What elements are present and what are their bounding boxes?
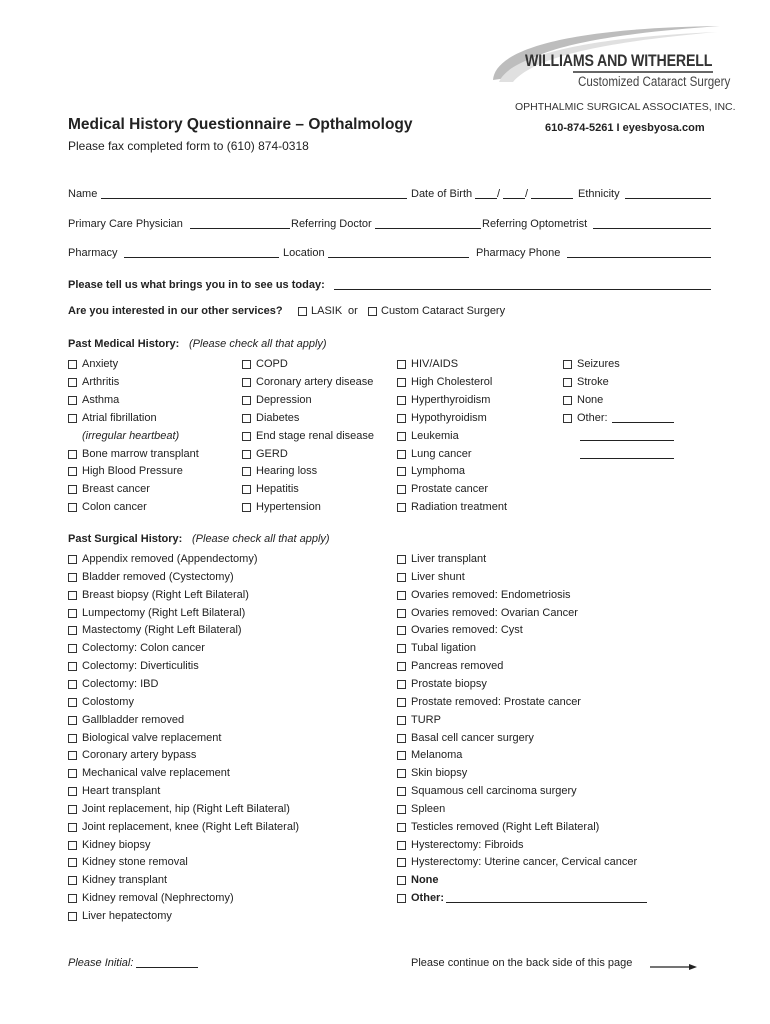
ethnicity-label: Ethnicity bbox=[578, 188, 620, 200]
surgical-mechanical-valve-replacement-label: Mechanical valve replacement bbox=[82, 767, 230, 780]
medical-other-extra-field-2[interactable] bbox=[580, 458, 674, 459]
surgical-kidney-removal-nephrectomy-label: Kidney removal (Nephrectomy) bbox=[82, 892, 234, 905]
surgical-breast-biopsy-right-left-bilateral-label: Breast biopsy (Right Left Bilateral) bbox=[82, 588, 249, 601]
reason-field[interactable] bbox=[334, 289, 711, 290]
referring-doctor-label: Referring Doctor bbox=[291, 218, 372, 230]
surgical-ovaries-removed-ovarian-cancer-label: Ovaries removed: Ovarian Cancer bbox=[411, 606, 578, 619]
reason-prompt: Please tell us what brings you in to see us today: bbox=[68, 279, 325, 291]
or-label: or bbox=[348, 305, 358, 317]
dob-year-field[interactable] bbox=[531, 198, 573, 199]
surgical-biological-valve-replacement-label: Biological valve replacement bbox=[82, 731, 222, 744]
medical-colon-cancer-label: Colon cancer bbox=[82, 501, 147, 514]
surgical-spleen-label: Spleen bbox=[411, 802, 446, 815]
surgical-coronary-artery-bypass-checkbox[interactable] bbox=[68, 751, 77, 760]
surgical-mastectomy-right-left-bilateral-label: Mastectomy (Right Left Bilateral) bbox=[82, 624, 242, 637]
surgical-lumpectomy-right-left-bilateral-label: Lumpectomy (Right Left Bilateral) bbox=[82, 606, 246, 619]
surgical-kidney-transplant-checkbox[interactable] bbox=[68, 876, 77, 885]
name-label: Name bbox=[68, 188, 98, 200]
surgical-liver-transplant-checkbox[interactable] bbox=[397, 555, 406, 564]
surgical-basal-cell-cancer-surgery-label: Basal cell cancer surgery bbox=[411, 731, 534, 744]
medical-radiation-treatment-checkbox[interactable] bbox=[397, 503, 406, 512]
medical-atrial-fibrillation-label: Atrial fibrillation bbox=[82, 411, 157, 424]
surgical-joint-replacement-knee-right-left-bilateral-checkbox[interactable] bbox=[68, 823, 77, 832]
surgical-testicles-removed-right-left-bilateral-label: Testicles removed (Right Left Bilateral) bbox=[411, 820, 600, 833]
surgical-joint-replacement-hip-right-left-bilateral-checkbox[interactable] bbox=[68, 805, 77, 814]
location-field[interactable] bbox=[328, 257, 469, 258]
surgical-spleen-checkbox[interactable] bbox=[397, 805, 406, 814]
surgical-colectomy-diverticulitis-label: Colectomy: Diverticulitis bbox=[82, 660, 199, 673]
surgical-kidney-stone-removal-label: Kidney stone removal bbox=[82, 856, 188, 869]
medical-stroke-checkbox[interactable] bbox=[563, 378, 572, 387]
surgical-appendix-removed-appendectomy-checkbox[interactable] bbox=[68, 555, 77, 564]
medical-gerd-checkbox[interactable] bbox=[242, 450, 251, 459]
surgical-pancreas-removed-label: Pancreas removed bbox=[411, 660, 504, 673]
medical-hypothyroidism-checkbox[interactable] bbox=[397, 414, 406, 423]
medical-depression-checkbox[interactable] bbox=[242, 396, 251, 405]
surgical-ovaries-removed-ovarian-cancer-checkbox[interactable] bbox=[397, 609, 406, 618]
lasik-checkbox[interactable] bbox=[298, 307, 307, 316]
surgical-other-checkbox[interactable] bbox=[397, 894, 406, 903]
surgical-colectomy-colon-cancer-label: Colectomy: Colon cancer bbox=[82, 642, 205, 655]
medical-diabetes-checkbox[interactable] bbox=[242, 414, 251, 423]
surgical-bladder-removed-cystectomy-label: Bladder removed (Cystectomy) bbox=[82, 570, 234, 583]
medical-bone-marrow-transplant-label: Bone marrow transplant bbox=[82, 447, 199, 460]
medical-hyperthyroidism-label: Hyperthyroidism bbox=[411, 393, 491, 406]
logo-tagline: Customized Cataract Surgery bbox=[578, 74, 731, 89]
pcp-field[interactable] bbox=[190, 228, 290, 229]
medical-asthma-checkbox[interactable] bbox=[68, 396, 77, 405]
surgical-liver-hepatectomy-checkbox[interactable] bbox=[68, 912, 77, 921]
contact-info: 610-874-5261 I eyesbyosa.com bbox=[545, 122, 705, 134]
name-field[interactable] bbox=[101, 198, 407, 199]
surgical-colectomy-ibd-checkbox[interactable] bbox=[68, 680, 77, 689]
surgical-tubal-ligation-checkbox[interactable] bbox=[397, 644, 406, 653]
medical-hypertension-checkbox[interactable] bbox=[242, 503, 251, 512]
medical-arthritis-checkbox[interactable] bbox=[68, 378, 77, 387]
surgical-ovaries-removed-cyst-label: Ovaries removed: Cyst bbox=[411, 624, 523, 637]
logo-name: WILLIAMS AND WITHERELL bbox=[525, 52, 713, 70]
medical-diabetes-label: Diabetes bbox=[256, 411, 300, 424]
medical-other-extra-field-1[interactable] bbox=[580, 440, 674, 441]
associates-name: OPHTHALMIC SURGICAL ASSOCIATES, INC. bbox=[515, 101, 736, 113]
surgical-colectomy-ibd-label: Colectomy: IBD bbox=[82, 677, 159, 690]
surgical-tubal-ligation-label: Tubal ligation bbox=[411, 642, 477, 655]
surgical-pancreas-removed-checkbox[interactable] bbox=[397, 662, 406, 671]
medical-copd-label: COPD bbox=[256, 358, 288, 370]
lasik-label: LASIK bbox=[311, 305, 343, 317]
referring-optometrist-field[interactable] bbox=[593, 228, 711, 229]
surgical-colectomy-colon-cancer-checkbox[interactable] bbox=[68, 644, 77, 653]
surgical-kidney-removal-nephrectomy-checkbox[interactable] bbox=[68, 894, 77, 903]
surgical-ovaries-removed-endometriosis-checkbox[interactable] bbox=[397, 591, 406, 600]
medical-hyperthyroidism-checkbox[interactable] bbox=[397, 396, 406, 405]
surgical-turp-checkbox[interactable] bbox=[397, 716, 406, 725]
surgical-skin-biopsy-label: Skin biopsy bbox=[411, 767, 468, 780]
medical-high-blood-pressure-checkbox[interactable] bbox=[68, 467, 77, 476]
medical-copd-checkbox[interactable] bbox=[242, 360, 251, 369]
dob-separator-1: / bbox=[497, 188, 501, 200]
medical-coronary-artery-disease-label: Coronary artery disease bbox=[256, 375, 374, 388]
surgical-turp-label: TURP bbox=[411, 713, 441, 726]
medical-prostate-cancer-checkbox[interactable] bbox=[397, 485, 406, 494]
surgical-squamous-cell-carcinoma-surgery-label: Squamous cell carcinoma surgery bbox=[411, 785, 577, 798]
surgical-liver-shunt-checkbox[interactable] bbox=[397, 573, 406, 582]
medical-seizures-label: Seizures bbox=[577, 358, 620, 370]
page-title: Medical History Questionnaire – Opthalmology bbox=[68, 116, 413, 133]
medical-end-stage-renal-disease-checkbox[interactable] bbox=[242, 432, 251, 441]
medical-arthritis-label: Arthritis bbox=[82, 375, 120, 388]
surgical-testicles-removed-right-left-bilateral-checkbox[interactable] bbox=[397, 823, 406, 832]
surgical-joint-replacement-hip-right-left-bilateral-label: Joint replacement, hip (Right Left Bilateral) bbox=[82, 802, 290, 815]
initial-field[interactable] bbox=[136, 967, 198, 968]
dob-day-field[interactable] bbox=[503, 198, 525, 199]
surgical-none-checkbox[interactable] bbox=[397, 876, 406, 885]
location-label: Location bbox=[283, 247, 325, 259]
surgical-gallbladder-removed-label: Gallbladder removed bbox=[82, 713, 185, 726]
surgical-squamous-cell-carcinoma-surgery-checkbox[interactable] bbox=[397, 787, 406, 796]
surgical-prostate-biopsy-label: Prostate biopsy bbox=[411, 677, 487, 690]
medical-colon-cancer-checkbox[interactable] bbox=[68, 503, 77, 512]
surgical-colectomy-diverticulitis-checkbox[interactable] bbox=[68, 662, 77, 671]
medical-gerd-label: GERD bbox=[256, 447, 288, 460]
medical-end-stage-renal-disease-label: End stage renal disease bbox=[256, 429, 375, 442]
surgical-history-instruction: (Please check all that apply) bbox=[192, 533, 330, 545]
surgical-heart-transplant-label: Heart transplant bbox=[82, 785, 161, 798]
medical-bone-marrow-transplant-checkbox[interactable] bbox=[68, 450, 77, 459]
pcp-label: Primary Care Physician bbox=[68, 218, 183, 230]
medical-hypertension-label: Hypertension bbox=[256, 501, 321, 514]
medical-hepatitis-checkbox[interactable] bbox=[242, 485, 251, 494]
medical-none-label: None bbox=[577, 393, 604, 406]
surgical-liver-transplant-label: Liver transplant bbox=[411, 553, 487, 565]
pharmacy-phone-label: Pharmacy Phone bbox=[476, 247, 561, 259]
services-question: Are you interested in our other services? bbox=[68, 305, 283, 317]
referring-doctor-field[interactable] bbox=[375, 228, 481, 229]
medical-history-heading: Past Medical History: bbox=[68, 338, 180, 350]
surgical-prostate-removed-prostate-cancer-checkbox[interactable] bbox=[397, 698, 406, 707]
surgical-kidney-stone-removal-checkbox[interactable] bbox=[68, 858, 77, 867]
surgical-hysterectomy-fibroids-checkbox[interactable] bbox=[397, 841, 406, 850]
surgical-ovaries-removed-cyst-checkbox[interactable] bbox=[397, 626, 406, 635]
medical-lymphoma-label: Lymphoma bbox=[411, 465, 466, 478]
medical-radiation-treatment-label: Radiation treatment bbox=[411, 501, 507, 514]
medical-none-checkbox[interactable] bbox=[563, 396, 572, 405]
surgical-colostomy-label: Colostomy bbox=[82, 695, 134, 708]
surgical-prostate-removed-prostate-cancer-label: Prostate removed: Prostate cancer bbox=[411, 695, 581, 708]
surgical-prostate-biopsy-checkbox[interactable] bbox=[397, 680, 406, 689]
ethnicity-field[interactable] bbox=[625, 198, 711, 199]
pharmacy-phone-field[interactable] bbox=[567, 257, 711, 258]
surgical-coronary-artery-bypass-label: Coronary artery bypass bbox=[82, 749, 197, 762]
medical-hearing-loss-checkbox[interactable] bbox=[242, 467, 251, 476]
surgical-ovaries-removed-endometriosis-label: Ovaries removed: Endometriosis bbox=[411, 588, 571, 601]
medical-high-cholesterol-label: High Cholesterol bbox=[411, 375, 493, 388]
medical-breast-cancer-label: Breast cancer bbox=[82, 483, 150, 496]
pharmacy-label: Pharmacy bbox=[68, 247, 118, 259]
medical-hepatitis-label: Hepatitis bbox=[256, 483, 299, 496]
medical-anxiety-checkbox[interactable] bbox=[68, 360, 77, 369]
surgical-gallbladder-removed-checkbox[interactable] bbox=[68, 716, 77, 725]
medical-other-checkbox[interactable] bbox=[563, 414, 572, 423]
surgical-appendix-removed-appendectomy-label: Appendix removed (Appendectomy) bbox=[82, 553, 258, 565]
surgical-history-heading: Past Surgical History: bbox=[68, 533, 183, 545]
medical-hiv-aids-checkbox[interactable] bbox=[397, 360, 406, 369]
medical-history-instruction: (Please check all that apply) bbox=[189, 338, 327, 350]
practice-logo bbox=[485, 20, 731, 100]
surgical-other-field[interactable] bbox=[446, 902, 647, 903]
medical-lung-cancer-label: Lung cancer bbox=[411, 447, 472, 460]
referring-optometrist-label: Referring Optometrist bbox=[482, 218, 588, 230]
cataract-label: Custom Cataract Surgery bbox=[381, 305, 506, 317]
surgical-none-label: None bbox=[411, 874, 439, 887]
surgical-breast-biopsy-right-left-bilateral-checkbox[interactable] bbox=[68, 591, 77, 600]
medical-anxiety-label: Anxiety bbox=[82, 358, 119, 370]
surgical-skin-biopsy-checkbox[interactable] bbox=[397, 769, 406, 778]
surgical-kidney-biopsy-checkbox[interactable] bbox=[68, 841, 77, 850]
surgical-other-label: Other: bbox=[411, 892, 444, 905]
afib-note: (irregular heartbeat) bbox=[82, 429, 180, 442]
medical-lymphoma-checkbox[interactable] bbox=[397, 467, 406, 476]
arrow-right-icon bbox=[650, 963, 697, 971]
medical-high-blood-pressure-label: High Blood Pressure bbox=[82, 465, 183, 478]
surgical-bladder-removed-cystectomy-checkbox[interactable] bbox=[68, 573, 77, 582]
medical-hiv-aids-label: HIV/AIDS bbox=[411, 358, 459, 370]
dob-label: Date of Birth bbox=[411, 188, 473, 200]
dob-separator-2: / bbox=[525, 188, 529, 200]
medical-hypothyroidism-label: Hypothyroidism bbox=[411, 411, 487, 424]
surgical-colostomy-checkbox[interactable] bbox=[68, 698, 77, 707]
surgical-joint-replacement-knee-right-left-bilateral-label: Joint replacement, knee (Right Left Bilateral) bbox=[82, 820, 300, 833]
surgical-hysterectomy-uterine-cancer-cervical-cancer-label: Hysterectomy: Uterine cancer, Cervical cancer bbox=[411, 856, 638, 869]
fax-instructions: Please fax completed form to (610) 874-0318 bbox=[68, 139, 309, 153]
medical-depression-label: Depression bbox=[256, 393, 312, 406]
continue-note: Please continue on the back side of this page bbox=[411, 957, 633, 969]
medical-leukemia-label: Leukemia bbox=[411, 429, 459, 442]
medical-prostate-cancer-label: Prostate cancer bbox=[411, 483, 489, 496]
cataract-checkbox[interactable] bbox=[368, 307, 377, 316]
surgical-liver-hepatectomy-label: Liver hepatectomy bbox=[82, 910, 172, 922]
dob-month-field[interactable] bbox=[475, 198, 497, 199]
surgical-lumpectomy-right-left-bilateral-checkbox[interactable] bbox=[68, 609, 77, 618]
initial-label: Please Initial: bbox=[68, 957, 134, 969]
medical-other-field[interactable] bbox=[612, 422, 674, 423]
medical-seizures-checkbox[interactable] bbox=[563, 360, 572, 369]
surgical-kidney-biopsy-label: Kidney biopsy bbox=[82, 838, 151, 851]
medical-high-cholesterol-checkbox[interactable] bbox=[397, 378, 406, 387]
surgical-heart-transplant-checkbox[interactable] bbox=[68, 787, 77, 796]
medical-asthma-label: Asthma bbox=[82, 393, 120, 406]
medical-atrial-fibrillation-checkbox[interactable] bbox=[68, 414, 77, 423]
medical-coronary-artery-disease-checkbox[interactable] bbox=[242, 378, 251, 387]
surgical-hysterectomy-fibroids-label: Hysterectomy: Fibroids bbox=[411, 838, 524, 851]
surgical-melanoma-checkbox[interactable] bbox=[397, 751, 406, 760]
surgical-liver-shunt-label: Liver shunt bbox=[411, 570, 465, 583]
medical-breast-cancer-checkbox[interactable] bbox=[68, 485, 77, 494]
surgical-biological-valve-replacement-checkbox[interactable] bbox=[68, 734, 77, 743]
medical-hearing-loss-label: Hearing loss bbox=[256, 465, 318, 478]
surgical-basal-cell-cancer-surgery-checkbox[interactable] bbox=[397, 734, 406, 743]
medical-leukemia-checkbox[interactable] bbox=[397, 432, 406, 441]
medical-other-label: Other: bbox=[577, 411, 608, 424]
medical-lung-cancer-checkbox[interactable] bbox=[397, 450, 406, 459]
surgical-melanoma-label: Melanoma bbox=[411, 749, 463, 762]
medical-stroke-label: Stroke bbox=[577, 375, 609, 388]
surgical-mechanical-valve-replacement-checkbox[interactable] bbox=[68, 769, 77, 778]
pharmacy-field[interactable] bbox=[124, 257, 279, 258]
surgical-mastectomy-right-left-bilateral-checkbox[interactable] bbox=[68, 626, 77, 635]
surgical-kidney-transplant-label: Kidney transplant bbox=[82, 874, 167, 887]
surgical-hysterectomy-uterine-cancer-cervical-cancer-checkbox[interactable] bbox=[397, 858, 406, 867]
